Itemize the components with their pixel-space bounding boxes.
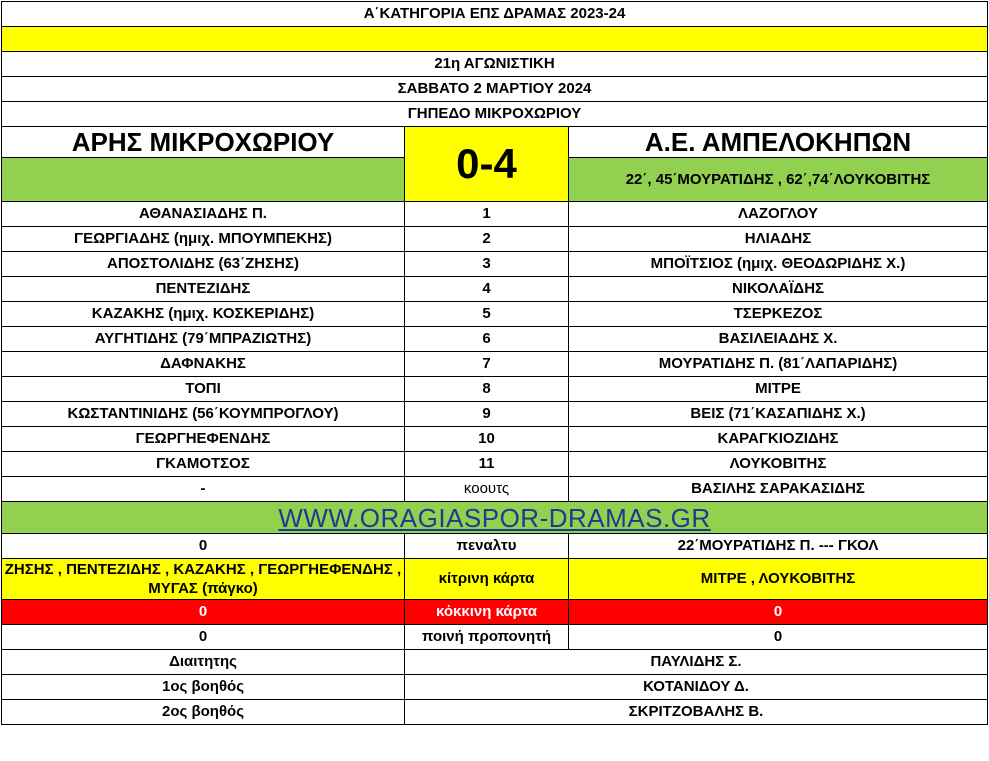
away-red-cards [569,600,988,625]
coach-penalty-label: ποινή προπονητή [405,625,569,650]
lineup-row [2,352,988,377]
away-player: ΜΠΟΪΤΣΙΟΣ (ημιχ. ΘΕΟΔΩΡΙΔΗΣ Χ.) [569,252,988,277]
match-report-sheet [1,1,987,725]
home-player: ΓΚΑΜΟΤΣΟΣ [2,452,405,477]
assistant1-label: 1ος βοηθός [2,675,405,700]
shirt-number: 6 [405,327,569,352]
home-player: ΑΘΑΝΑΣΙΑΔΗΣ Π. [2,202,405,227]
away-player: ΒΑΣΙΛΕΙΑΔΗΣ Χ. [569,327,988,352]
away-player: ΜΙΤΡΕ [569,377,988,402]
yellow-card-label: κίτρινη κάρτα [405,559,569,600]
referee-name: ΠΑΥΛΙΔΗΣ Σ. [405,650,988,675]
shirt-number: 4 [405,277,569,302]
lineup-row [2,277,988,302]
coach-label: κοουτς [405,477,569,502]
away-player: ΚΑΡΑΓΚΙΟΖΙΔΗΣ [569,427,988,452]
home-scorers [2,158,405,202]
yellow-band [2,27,988,52]
away-red-cards-value: 0 [773,603,783,620]
lineup-row [2,202,988,227]
home-player: ΠΕΝΤΕΖΙΔΗΣ [2,277,405,302]
lineup-row [2,252,988,277]
away-player: ΛΟΥΚΟΒΙΤΗΣ [569,452,988,477]
away-coach-penalty: 0 [569,625,988,650]
home-penalty: 0 [2,534,405,559]
home-player: ΔΑΦΝΑΚΗΣ [2,352,405,377]
away-player: ΜΟΥΡΑΤΙΔΗΣ Π. (81΄ΛΑΠΑΡΙΔΗΣ) [569,352,988,377]
away-player: ΝΙΚΟΛΑΪΔΗΣ [569,277,988,302]
assistant1-name: ΚΟΤΑΝΙΔΟΥ Δ. [405,675,988,700]
competition-title: Α΄ΚΑΤΗΓΟΡΙΑ ΕΠΣ ΔΡΑΜΑΣ 2023-24 [2,2,988,27]
match-date: ΣΑΒΒΑΤΟ 2 ΜΑΡΤΙΟΥ 2024 [2,77,988,102]
lineup-row [2,452,988,477]
shirt-number: 2 [405,227,569,252]
home-player: ΤΟΠΙ [2,377,405,402]
away-penalty: 22΄ΜΟΥΡΑΤΙΔΗΣ Π. --- ΓΚΟΛ [569,534,988,559]
matchday: 21η ΑΓΩΝΙΣΤΙΚΗ [2,52,988,77]
away-player: ΤΣΕΡΚΕΖΟΣ [569,302,988,327]
shirt-number: 5 [405,302,569,327]
shirt-number: 3 [405,252,569,277]
coach-row [2,477,988,502]
away-scorers: 22΄, 45΄ΜΟΥΡΑΤΙΔΗΣ , 62΄,74΄ΛΟΥΚΟΒΙΤΗΣ [569,158,988,202]
home-team-name: ΑΡΗΣ ΜΙΚΡΟΧΩΡΙΟΥ [2,127,405,158]
match-venue: ΓΗΠΕΔΟ ΜΙΚΡΟΧΩΡΙΟΥ [2,102,988,127]
shirt-number: 8 [405,377,569,402]
assistant2-name: ΣΚΡΙΤΖΟΒΑΛΗΣ Β. [405,700,988,725]
away-player: ΒΕΙΣ (71΄ΚΑΣΑΠΙΔΗΣ Χ.) [569,402,988,427]
away-player: ΗΛΙΑΔΗΣ [569,227,988,252]
referee-label: Διαιτητης [2,650,405,675]
assistant2-label: 2ος βοηθός [2,700,405,725]
home-player: ΓΕΩΡΓΙΑΔΗΣ (ημιχ. ΜΠΟΥΜΠΕΚΗΣ) [2,227,405,252]
lineup-row [2,302,988,327]
home-player: ΓΕΩΡΓΗΕΦΕΝΔΗΣ [2,427,405,452]
home-yellow-cards: ΖΗΣΗΣ , ΠΕΝΤΕΖΙΔΗΣ , ΚΑΖΑΚΗΣ , ΓΕΩΡΓΗΕΦΕΝΔΗΣ , ΜΥΓΑΣ (πάγκο) [2,559,405,600]
shirt-number: 10 [405,427,569,452]
lineup-row [2,377,988,402]
home-coach-penalty: 0 [2,625,405,650]
away-team-name: Α.Ε. ΑΜΠΕΛΟΚΗΠΩΝ [569,127,988,158]
match-report-table [1,1,988,725]
away-yellow-cards: ΜΙΤΡΕ , ΛΟΥΚΟΒΙΤΗΣ [569,559,988,600]
red-card-label-cell [405,600,569,625]
home-red-cards-value: 0 [198,603,208,620]
lineup-row [2,327,988,352]
lineup-row [2,402,988,427]
website-link[interactable]: WWW.ORAGIASPOR-DRAMAS.GR [2,502,988,534]
home-player: ΚΩΣΤΑΝΤΙΝΙΔΗΣ (56΄ΚΟΥΜΠΡΟΓΛΟΥ) [2,402,405,427]
away-coach: ΒΑΣΙΛΗΣ ΣΑΡΑΚΑΣΙΔΗΣ [569,477,988,502]
away-player: ΛΑΖΟΓΛΟΥ [569,202,988,227]
shirt-number: 7 [405,352,569,377]
home-player: ΑΥΓΗΤΙΔΗΣ (79΄ΜΠΡΑΖΙΩΤΗΣ) [2,327,405,352]
shirt-number: 1 [405,202,569,227]
shirt-number: 9 [405,402,569,427]
final-score: 0-4 [405,127,569,202]
home-red-cards [2,600,405,625]
home-player: ΚΑΖΑΚΗΣ (ημιχ. ΚΟΣΚΕΡΙΔΗΣ) [2,302,405,327]
lineup-row [2,427,988,452]
penalty-label: πεναλτυ [405,534,569,559]
home-player: ΑΠΟΣΤΟΛΙΔΗΣ (63΄ΖΗΣΗΣ) [2,252,405,277]
shirt-number: 11 [405,452,569,477]
home-coach: - [2,477,405,502]
red-card-label: κόκκινη κάρτα [435,603,538,620]
lineup-row [2,227,988,252]
